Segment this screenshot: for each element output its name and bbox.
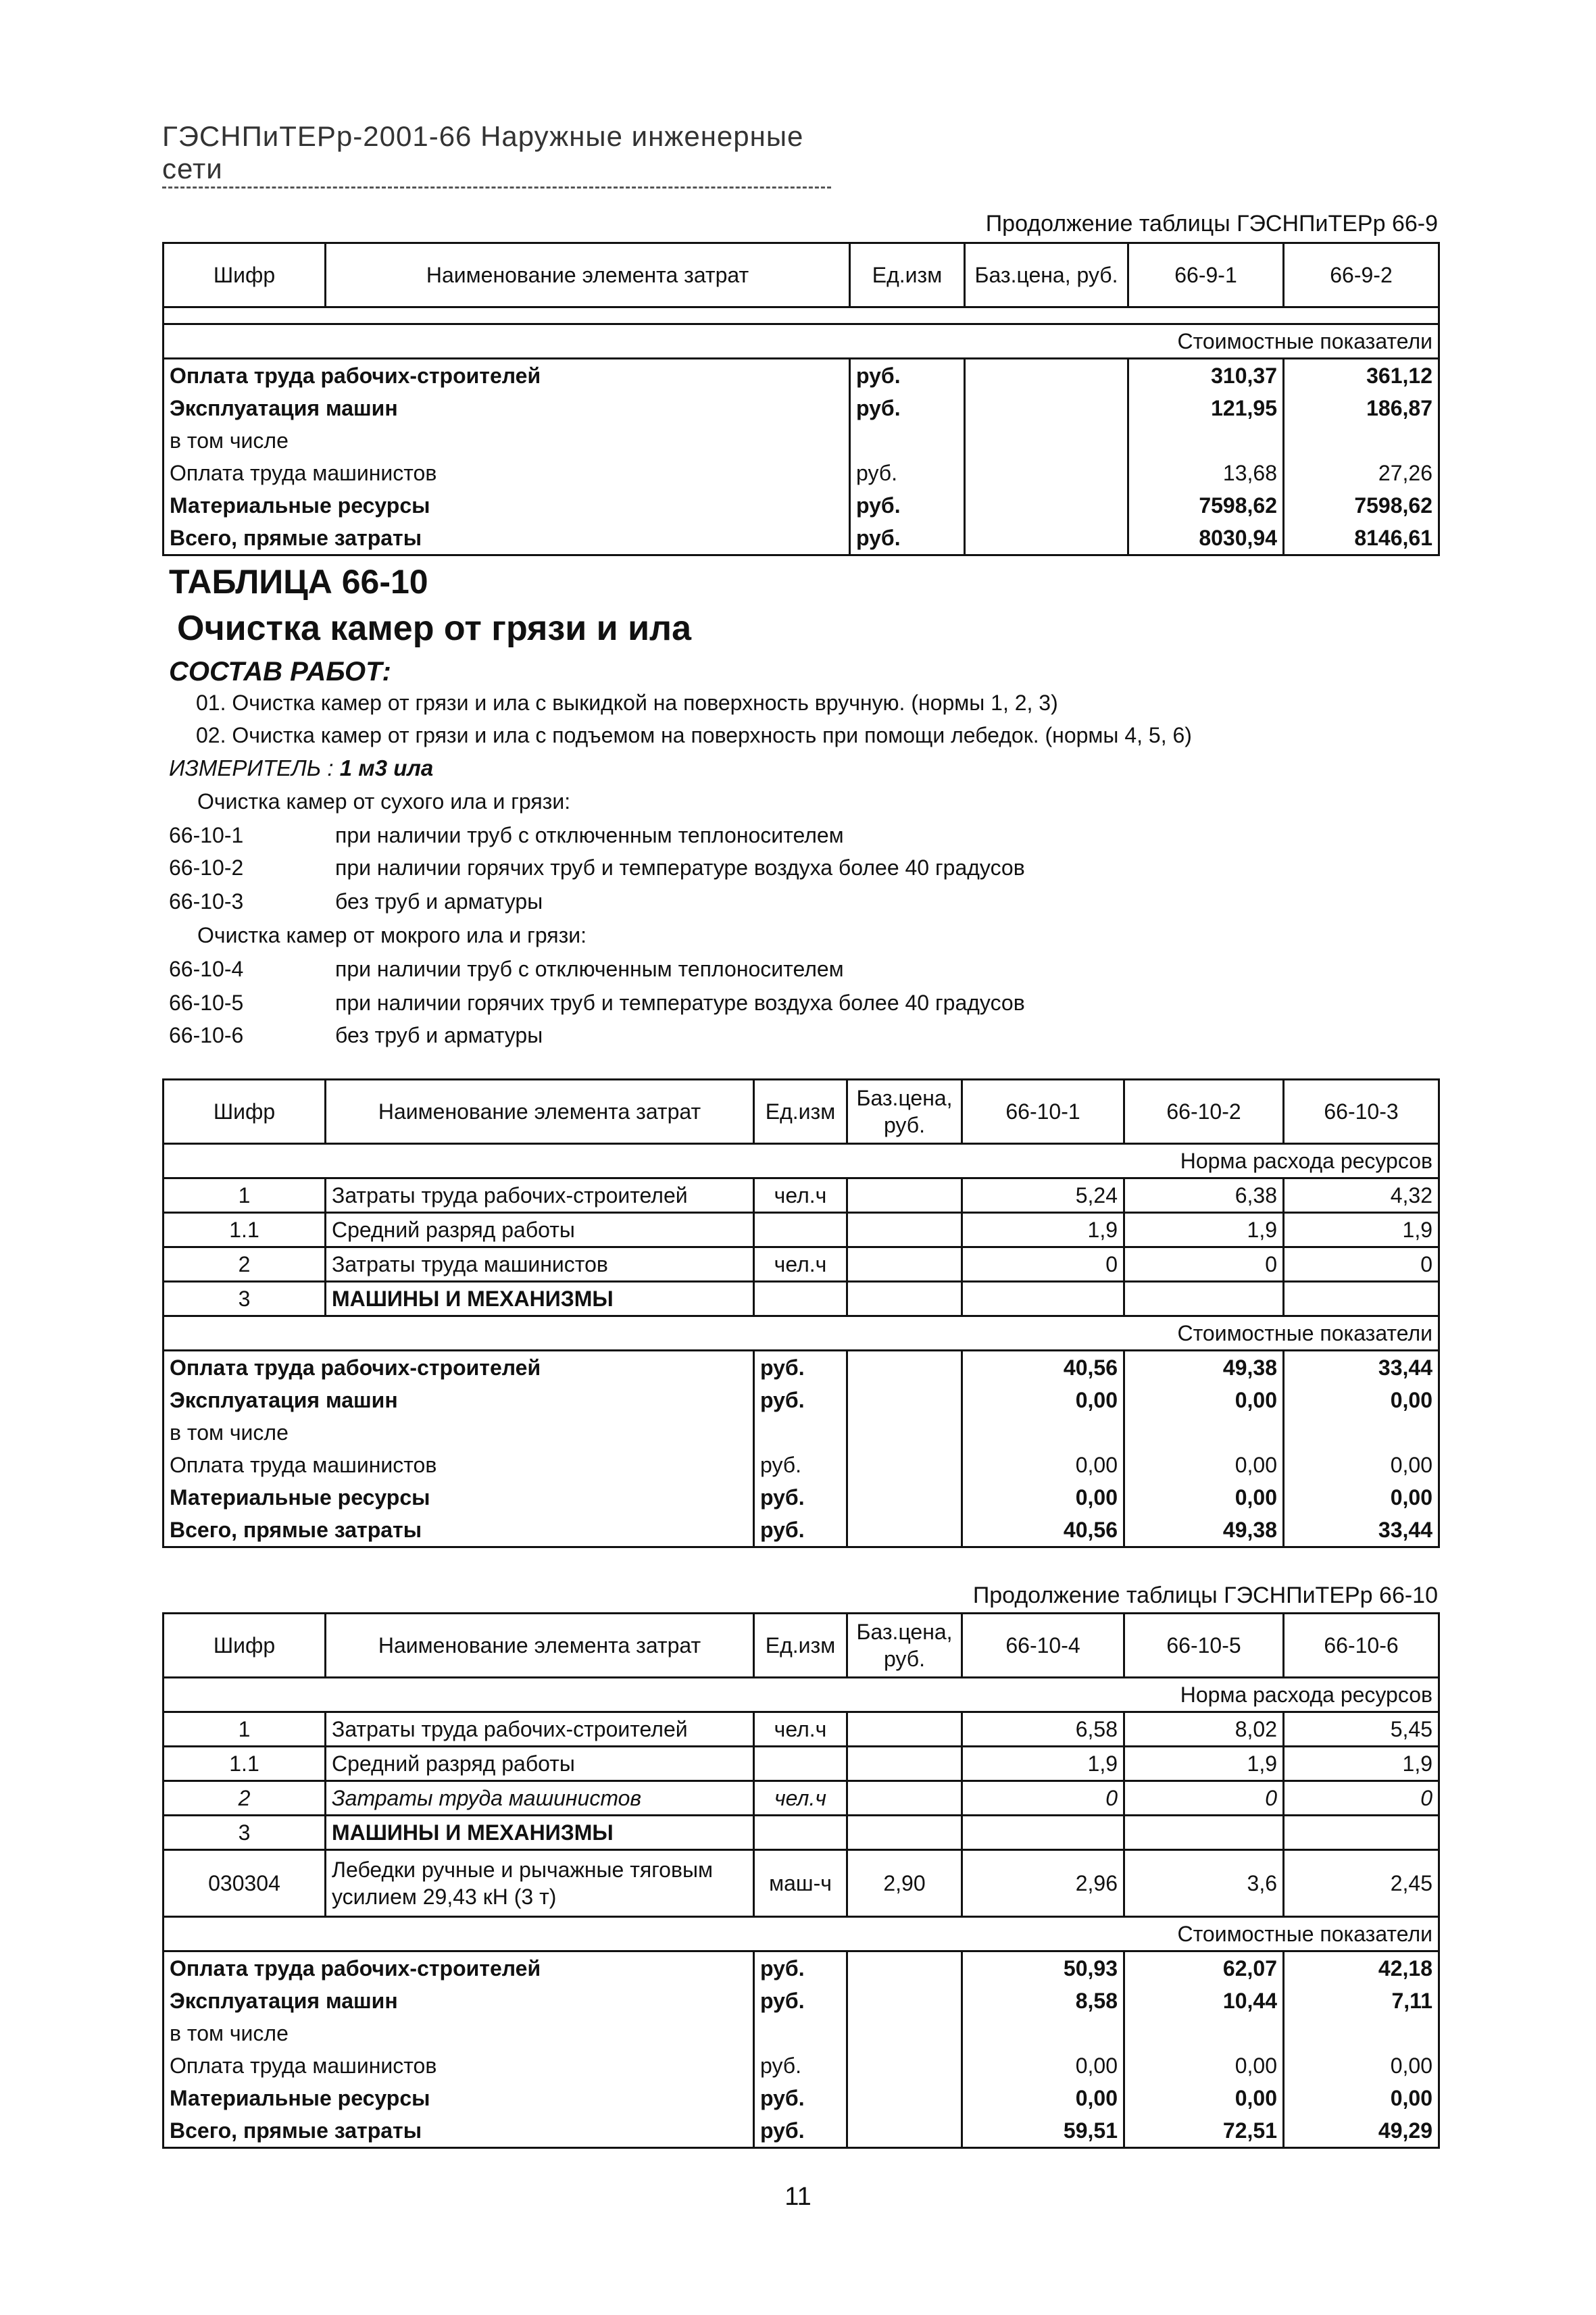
row-value-1: 0,00 — [962, 1481, 1124, 1514]
row-name: Затраты труда машинистов — [326, 1781, 754, 1816]
table-66-10-part-2 — [162, 1612, 1440, 2149]
row-code: 1 — [164, 1712, 326, 1747]
row-value-1: 2,96 — [962, 1850, 1124, 1917]
group2-title: Очистка камер от мокрого ила и грязи: — [197, 923, 587, 947]
row-value-2: 1,9 — [1124, 1213, 1284, 1247]
row-unit: руб. — [754, 1951, 847, 1985]
row-value-1 — [1128, 424, 1284, 457]
row-value-3: 7,11 — [1284, 1985, 1439, 2017]
row-price — [847, 1178, 962, 1213]
table-66-9-continuation — [162, 242, 1440, 556]
table-66-10-part-1 — [162, 1078, 1440, 1548]
row-name: МАШИНЫ И МЕХАНИЗМЫ — [326, 1816, 754, 1850]
header-norm-6: 66-10-6 — [1284, 1614, 1439, 1678]
row-unit: руб. — [850, 522, 965, 555]
row-value-1: 0,00 — [962, 2049, 1124, 2082]
cost-label-row — [164, 1917, 1439, 1951]
row-name: Материальные ресурсы — [164, 2082, 754, 2114]
row-unit: руб. — [754, 1514, 847, 1547]
row-name: Эксплуатация машин — [164, 1384, 754, 1416]
row-value-2: 0,00 — [1124, 1449, 1284, 1481]
row-value-1: 310,37 — [1128, 359, 1284, 393]
row-value-1: 7598,62 — [1128, 489, 1284, 522]
row-code: 3 — [164, 1816, 326, 1850]
row-unit — [850, 424, 965, 457]
row-unit: руб. — [850, 359, 965, 393]
row-name: в том числе — [164, 424, 850, 457]
norm-description: при наличии горячих труб и температуре воздуха более 40 градусов — [335, 991, 1025, 1015]
header-unit: Ед.изм — [754, 1080, 847, 1144]
row-value-3: 5,45 — [1284, 1712, 1439, 1747]
table-row — [164, 1481, 1439, 1514]
header-norm-1: 66-9-1 — [1128, 243, 1284, 307]
row-unit: руб. — [754, 1481, 847, 1514]
running-header: ГЭСНПиТЕРр-2001-66 Наружные инженерные сети — [162, 120, 831, 189]
row-value-3 — [1284, 2017, 1439, 2049]
header-base-price: Баз.цена, руб. — [965, 243, 1128, 307]
row-unit: руб. — [754, 2114, 847, 2148]
header-base-price: Баз.цена, руб. — [847, 1080, 962, 1144]
row-value-2: 0 — [1124, 1781, 1284, 1816]
table1-caption: Продолжение таблицы ГЭСНПиТЕРр 66-9 — [985, 211, 1438, 237]
header-name: Наименование элемента затрат — [326, 1614, 754, 1678]
row-value-1: 40,56 — [962, 1514, 1124, 1547]
row-value-1 — [962, 1416, 1124, 1449]
row-code: 030304 — [164, 1850, 326, 1917]
header-norm-1: 66-10-1 — [962, 1080, 1124, 1144]
row-value-2 — [1284, 424, 1439, 457]
table-row — [164, 392, 1439, 424]
row-value-1: 0,00 — [962, 1384, 1124, 1416]
row-price — [847, 1282, 962, 1316]
table-row — [164, 1816, 1439, 1850]
header-base-price: Баз.цена, руб. — [847, 1614, 962, 1678]
table-row — [164, 1781, 1439, 1816]
table-row — [164, 1384, 1439, 1416]
row-value-2: 3,6 — [1124, 1850, 1284, 1917]
table-row — [164, 489, 1439, 522]
table-row — [164, 1712, 1439, 1747]
row-unit — [754, 1747, 847, 1781]
header-unit: Ед.изм — [850, 243, 965, 307]
cost-label-row — [164, 324, 1439, 359]
row-name: в том числе — [164, 1416, 754, 1449]
row-value-1 — [962, 2017, 1124, 2049]
row-name: Оплата труда машинистов — [164, 1449, 754, 1481]
row-name: Затраты труда машинистов — [326, 1247, 754, 1282]
table-row — [164, 2017, 1439, 2049]
row-value-2: 8,02 — [1124, 1712, 1284, 1747]
table-row — [164, 1178, 1439, 1213]
row-name: Эксплуатация машин — [164, 392, 850, 424]
row-value-2: 361,12 — [1284, 359, 1439, 393]
row-name: Затраты труда рабочих-строителей — [326, 1178, 754, 1213]
table-header-row — [164, 1614, 1439, 1678]
row-value-2: 0 — [1124, 1247, 1284, 1282]
table-row — [164, 2114, 1439, 2148]
header-name: Наименование элемента затрат — [326, 1080, 754, 1144]
row-value-1 — [962, 1282, 1124, 1316]
norm-code: 66-10-4 — [169, 957, 244, 981]
norm-description: без труб и арматуры — [335, 889, 543, 914]
resource-norm-label: Норма расхода ресурсов — [164, 1678, 1439, 1712]
table-row — [164, 1449, 1439, 1481]
row-unit: чел.ч — [754, 1712, 847, 1747]
row-name: Лебедки ручные и рычажные тяговым усилием 29,43 кН (3 т) — [326, 1850, 754, 1917]
row-value-1: 59,51 — [962, 2114, 1124, 2148]
meter — [169, 755, 433, 781]
row-value-3 — [1284, 1282, 1439, 1316]
table-row — [164, 1213, 1439, 1247]
norm-description: без труб и арматуры — [335, 1023, 543, 1047]
row-value-1: 0,00 — [962, 1449, 1124, 1481]
table-heading: Очистка камер от грязи и ила — [177, 609, 691, 648]
row-value-2: 1,9 — [1124, 1747, 1284, 1781]
row-name: Затраты труда рабочих-строителей — [326, 1712, 754, 1747]
row-value-2 — [1124, 1282, 1284, 1316]
row-price — [847, 1712, 962, 1747]
row-value-2: 72,51 — [1124, 2114, 1284, 2148]
group1-title: Очистка камер от сухого ила и грязи: — [197, 789, 571, 814]
row-value-2: 49,38 — [1124, 1514, 1284, 1547]
row-value-1: 1,9 — [962, 1213, 1124, 1247]
table-row — [164, 1514, 1439, 1547]
row-name: Оплата труда машинистов — [164, 2049, 754, 2082]
row-value-2 — [1124, 1816, 1284, 1850]
header-name: Наименование элемента затрат — [326, 243, 850, 307]
row-value-1: 0,00 — [962, 2082, 1124, 2114]
row-value-2: 7598,62 — [1284, 489, 1439, 522]
row-value-2: 0,00 — [1124, 2082, 1284, 2114]
table-row — [164, 2049, 1439, 2082]
norm-code: 66-10-6 — [169, 1023, 244, 1047]
spacer-row — [164, 307, 1439, 324]
row-price — [847, 1781, 962, 1816]
row-value-2 — [1124, 2017, 1284, 2049]
row-unit: чел.ч — [754, 1781, 847, 1816]
row-unit — [754, 1816, 847, 1850]
row-code: 1.1 — [164, 1747, 326, 1781]
row-value-1: 6,58 — [962, 1712, 1124, 1747]
row-value-2: 186,87 — [1284, 392, 1439, 424]
row-value-1: 13,68 — [1128, 457, 1284, 489]
work-composition-label: СОСТАВ РАБОТ: — [169, 657, 391, 687]
row-value-2: 0,00 — [1124, 2049, 1284, 2082]
row-name: Оплата труда рабочих-строителей — [164, 359, 850, 393]
row-unit — [754, 1213, 847, 1247]
table-row — [164, 1951, 1439, 1985]
table-row — [164, 522, 1439, 555]
row-value-2: 0,00 — [1124, 1481, 1284, 1514]
header-norm-2: 66-9-2 — [1284, 243, 1439, 307]
table-row — [164, 1747, 1439, 1781]
table-header-row — [164, 1080, 1439, 1144]
row-value-3 — [1284, 1816, 1439, 1850]
row-name: МАШИНЫ И МЕХАНИЗМЫ — [326, 1282, 754, 1316]
row-code: 2 — [164, 1247, 326, 1282]
row-value-2: 10,44 — [1124, 1985, 1284, 2017]
row-price — [847, 1247, 962, 1282]
row-value-2: 62,07 — [1124, 1951, 1284, 1985]
row-value-1: 8,58 — [962, 1985, 1124, 2017]
row-value-2: 27,26 — [1284, 457, 1439, 489]
row-unit: руб. — [754, 1985, 847, 2017]
header-code: Шифр — [164, 1614, 326, 1678]
row-value-2: 49,38 — [1124, 1351, 1284, 1385]
table-row — [164, 2082, 1439, 2114]
row-value-1: 40,56 — [962, 1351, 1124, 1385]
row-value-3: 33,44 — [1284, 1351, 1439, 1385]
row-name: Материальные ресурсы — [164, 489, 850, 522]
table-header-row — [164, 243, 1439, 307]
row-price — [847, 1747, 962, 1781]
resource-norm-label: Норма расхода ресурсов — [164, 1144, 1439, 1178]
row-unit: руб. — [754, 1351, 847, 1385]
work-item-1: 01. Очистка камер от грязи и ила с выкидкой на поверхность вручную. (нормы 1, 2, 3) — [196, 691, 1058, 715]
page-number: 11 — [784, 2183, 812, 2211]
row-value-1: 0 — [962, 1247, 1124, 1282]
row-name: Всего, прямые затраты — [164, 2114, 754, 2148]
row-value-3: 1,9 — [1284, 1213, 1439, 1247]
row-price — [847, 1213, 962, 1247]
row-code: 1.1 — [164, 1213, 326, 1247]
row-value-2 — [1124, 1416, 1284, 1449]
row-value-3: 42,18 — [1284, 1951, 1439, 1985]
row-unit: руб. — [850, 457, 965, 489]
row-value-3: 0 — [1284, 1247, 1439, 1282]
row-value-1: 121,95 — [1128, 392, 1284, 424]
norm-description: при наличии труб с отключенным теплоносителем — [335, 957, 844, 981]
row-value-3: 33,44 — [1284, 1514, 1439, 1547]
row-name: Средний разряд работы — [326, 1213, 754, 1247]
norm-code: 66-10-3 — [169, 889, 244, 914]
norm-code: 66-10-5 — [169, 991, 244, 1015]
row-value-2: 8146,61 — [1284, 522, 1439, 555]
table-row — [164, 457, 1439, 489]
row-code: 2 — [164, 1781, 326, 1816]
row-value-3: 49,29 — [1284, 2114, 1439, 2148]
table-row — [164, 1351, 1439, 1385]
row-unit: руб. — [754, 2082, 847, 2114]
row-value-1: 0 — [962, 1781, 1124, 1816]
row-value-1: 50,93 — [962, 1951, 1124, 1985]
norm-code: 66-10-2 — [169, 855, 244, 880]
row-price: 2,90 — [847, 1850, 962, 1917]
row-name: Оплата труда рабочих-строителей — [164, 1351, 754, 1385]
cost-indicators-label: Стоимостные показатели — [164, 1917, 1439, 1951]
row-name: Материальные ресурсы — [164, 1481, 754, 1514]
cost-indicators-label: Стоимостные показатели — [164, 324, 1439, 359]
table-row — [164, 1282, 1439, 1316]
row-unit: чел.ч — [754, 1247, 847, 1282]
row-name: Всего, прямые затраты — [164, 522, 850, 555]
row-value-3: 0,00 — [1284, 1481, 1439, 1514]
meter-value: 1 м3 ила — [339, 755, 434, 780]
row-price — [847, 1816, 962, 1850]
row-value-2: 0,00 — [1124, 1384, 1284, 1416]
cost-indicators-label: Стоимостные показатели — [164, 1316, 1439, 1351]
row-value-1: 1,9 — [962, 1747, 1124, 1781]
row-unit: руб. — [754, 2049, 847, 2082]
row-unit: руб. — [850, 489, 965, 522]
header-norm-2: 66-10-2 — [1124, 1080, 1284, 1144]
row-value-3 — [1284, 1416, 1439, 1449]
table3-caption: Продолжение таблицы ГЭСНПиТЕРр 66-10 — [972, 1583, 1438, 1608]
row-unit: руб. — [754, 1384, 847, 1416]
table-row — [164, 1247, 1439, 1282]
row-unit — [754, 1282, 847, 1316]
work-item-2: 02. Очистка камер от грязи и ила с подъемом на поверхность при помощи лебедок. (нормы 4, 5, 6) — [196, 723, 1192, 747]
table-row — [164, 359, 1439, 393]
table-row — [164, 424, 1439, 457]
row-name: Эксплуатация машин — [164, 1985, 754, 2017]
row-unit: маш-ч — [754, 1850, 847, 1917]
table-row — [164, 1416, 1439, 1449]
norm-description: при наличии горячих труб и температуре воздуха более 40 градусов — [335, 855, 1025, 880]
row-value-1: 5,24 — [962, 1178, 1124, 1213]
row-unit: руб. — [850, 392, 965, 424]
row-value-1: 8030,94 — [1128, 522, 1284, 555]
norm-description: при наличии труб с отключенным теплоносителем — [335, 823, 844, 847]
row-name: Оплата труда машинистов — [164, 457, 850, 489]
row-value-3: 2,45 — [1284, 1850, 1439, 1917]
norm-label-row — [164, 1144, 1439, 1178]
row-value-2: 6,38 — [1124, 1178, 1284, 1213]
norm-label-row — [164, 1678, 1439, 1712]
row-name: Всего, прямые затраты — [164, 1514, 754, 1547]
row-code: 1 — [164, 1178, 326, 1213]
row-name: в том числе — [164, 2017, 754, 2049]
row-unit — [754, 2017, 847, 2049]
row-value-1 — [962, 1816, 1124, 1850]
row-value-3: 0,00 — [1284, 1449, 1439, 1481]
row-value-3: 0 — [1284, 1781, 1439, 1816]
cost-label-row — [164, 1316, 1439, 1351]
row-value-3: 1,9 — [1284, 1747, 1439, 1781]
header-norm-4: 66-10-4 — [962, 1614, 1124, 1678]
row-unit — [754, 1416, 847, 1449]
row-name: Средний разряд работы — [326, 1747, 754, 1781]
header-unit: Ед.изм — [754, 1614, 847, 1678]
row-unit: чел.ч — [754, 1178, 847, 1213]
row-value-3: 0,00 — [1284, 1384, 1439, 1416]
row-name: Оплата труда рабочих-строителей — [164, 1951, 754, 1985]
header-code: Шифр — [164, 243, 326, 307]
header-code: Шифр — [164, 1080, 326, 1144]
table-row — [164, 1985, 1439, 2017]
meter-label: ИЗМЕРИТЕЛЬ : — [169, 755, 334, 780]
header-norm-5: 66-10-5 — [1124, 1614, 1284, 1678]
row-code: 3 — [164, 1282, 326, 1316]
row-value-3: 4,32 — [1284, 1178, 1439, 1213]
table-number: ТАБЛИЦА 66-10 — [169, 563, 428, 601]
row-value-3: 0,00 — [1284, 2082, 1439, 2114]
header-norm-3: 66-10-3 — [1284, 1080, 1439, 1144]
row-value-3: 0,00 — [1284, 2049, 1439, 2082]
row-unit: руб. — [754, 1449, 847, 1481]
norm-code: 66-10-1 — [169, 823, 244, 847]
table-row — [164, 1850, 1439, 1917]
